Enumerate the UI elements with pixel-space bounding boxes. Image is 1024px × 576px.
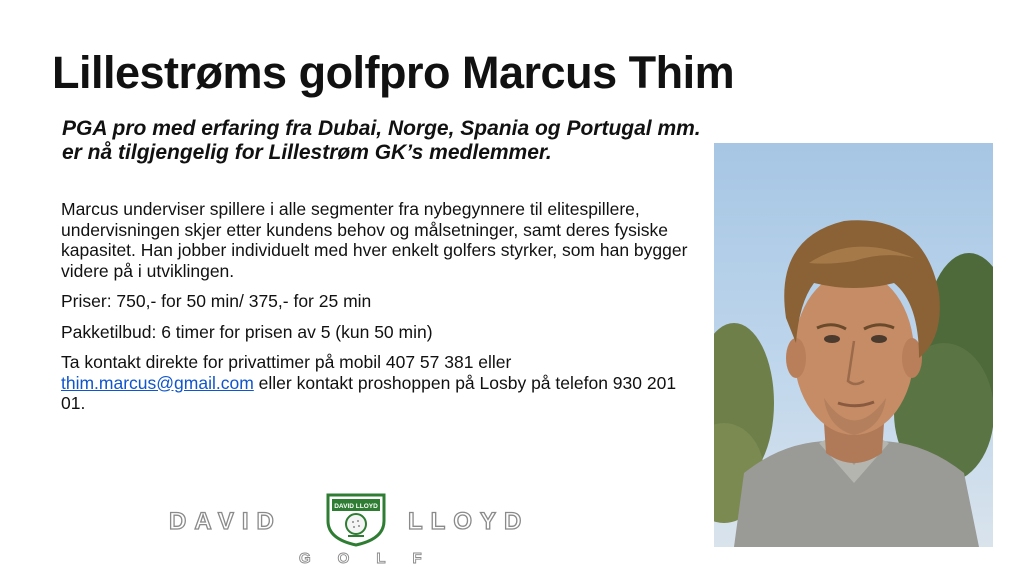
body-text xyxy=(61,199,691,424)
crest-text: DAVID LLOYD xyxy=(334,503,378,510)
logo-word-right: LLOYD xyxy=(408,508,530,535)
portrait-photo xyxy=(714,143,993,547)
contact-paragraph xyxy=(61,352,691,414)
logo-subtitle: GOLF xyxy=(299,550,449,567)
package-paragraph: Pakketilbud: 6 timer for prisen av 5 (kun 50 min) xyxy=(61,321,433,342)
prices-paragraph: Priser: 750,- for 50 min/ 375,- for 25 min xyxy=(61,291,372,311)
lead-text: PGA pro med erfaring fra Dubai, Norge, Spania og Portugal mm. er nå tilgjengelig for Lillestrøm GK’s medlemmer. xyxy=(62,117,701,164)
contact-text-after: eller kontakt proshoppen på Losby på telefon 930 201 01. xyxy=(61,372,677,413)
logo-word-left: DAVID xyxy=(169,508,282,535)
intro-paragraph: Marcus underviser spillere i alle segmenter fra nybegynnere til elitespillere, undervisningen skjer etter kundens behov og målsetninger, samt deres fysiske kapasitet. Han jobber individuelt med hver enkelt golfers styrker, som han bygger videre på i utviklingen. xyxy=(61,199,688,281)
email-link[interactable]: thim.marcus@gmail.com xyxy=(61,372,254,393)
golf-crest-icon xyxy=(324,491,388,547)
contact-text-before: Ta kontakt direkte for privattimer på mobil 407 57 381 eller xyxy=(61,352,512,372)
portrait-illustration xyxy=(714,143,993,547)
david-lloyd-golf-logo xyxy=(163,490,553,572)
slide-title: Lillestrøms golfpro Marcus Thim xyxy=(52,47,735,98)
